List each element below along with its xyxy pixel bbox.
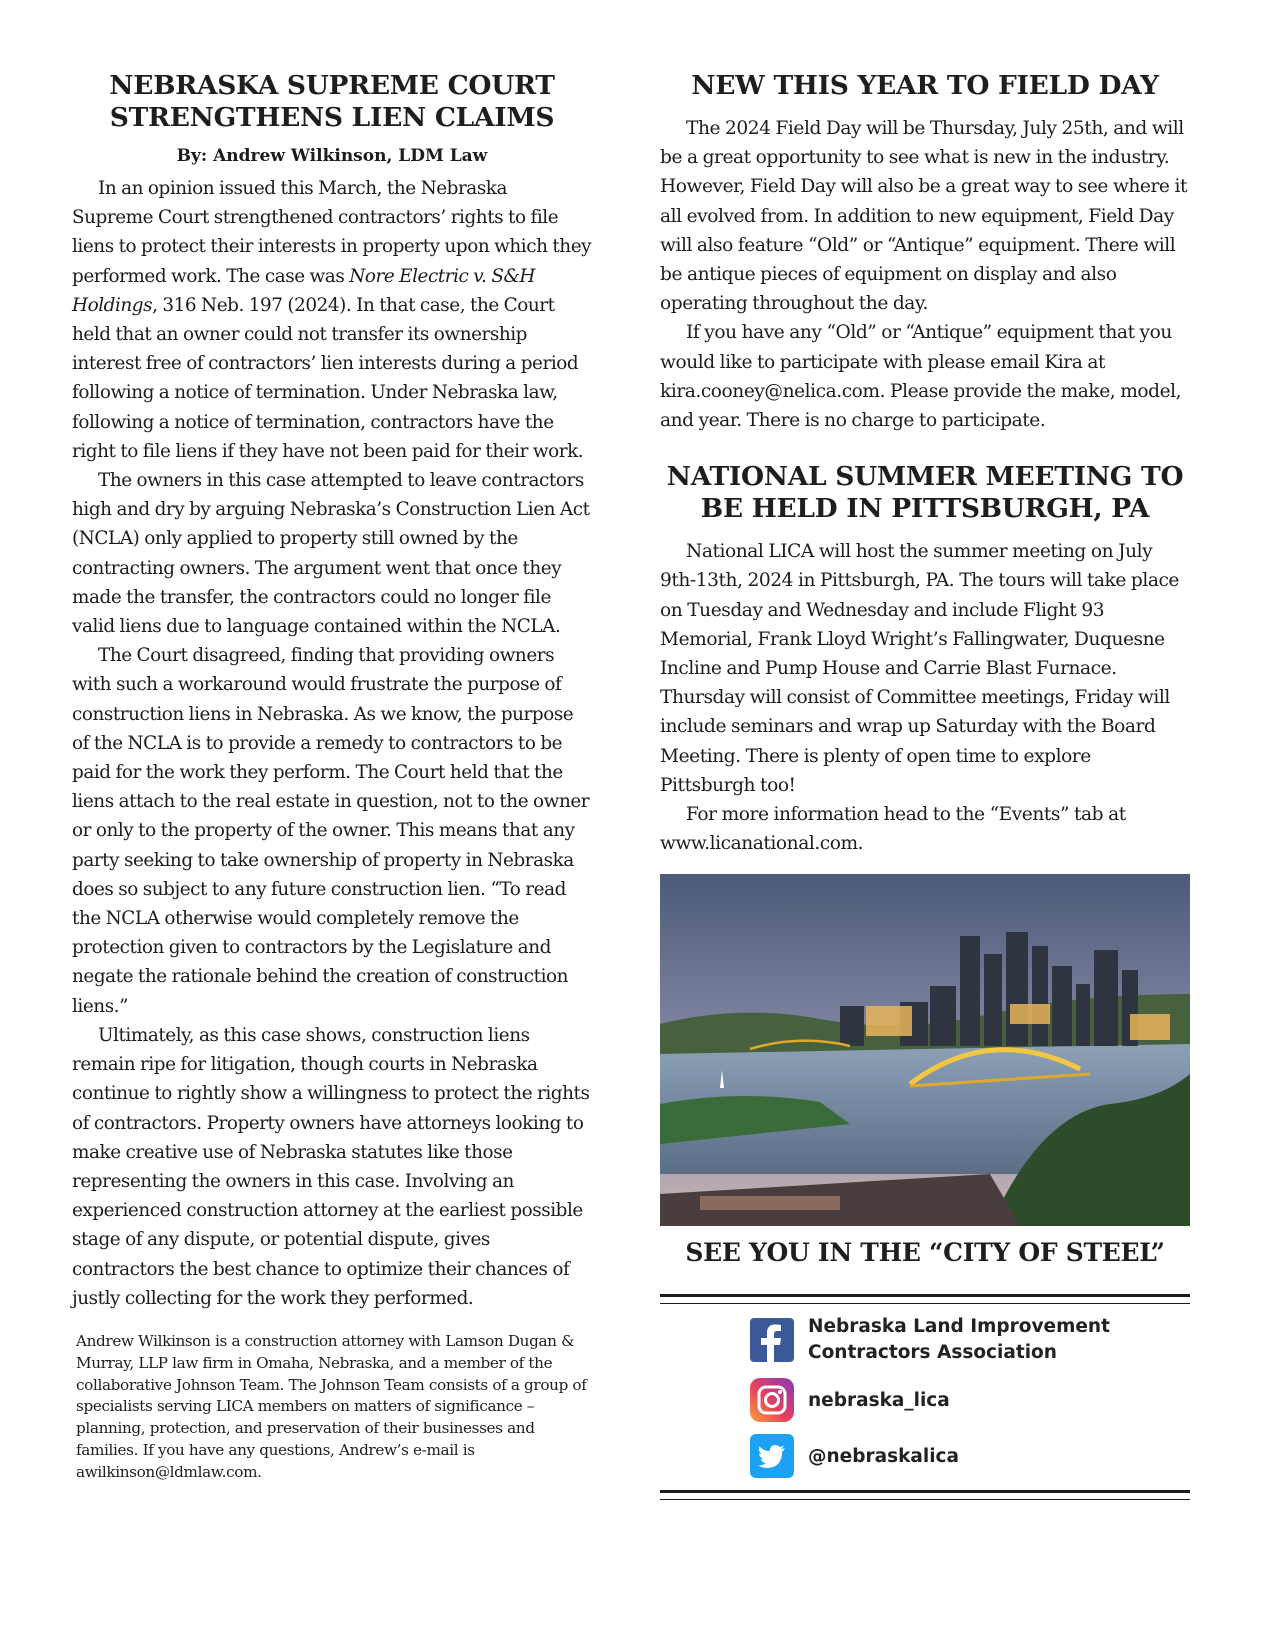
top-divider: [660, 1294, 1190, 1304]
article-paragraph: The owners in this case attempted to leave contractors high and dry by arguing Nebraska’s Construction Lien Act (NCLA) only applied to property still owned by the contracting owners. The argument went that once they made the transfer, the contractors could no longer file valid liens due to language contained within the NCLA.: [72, 470, 590, 638]
field-day-paragraph: If you have any “Old” or “Antique” equipment that you would like to participate with please email Kira at kira.cooney@nelica.com. Please provide the make, model, and year. There is no charge to participate.: [660, 322, 1182, 432]
instagram-icon: [750, 1378, 794, 1422]
field-day-title: NEW THIS YEAR TO FIELD DAY: [691, 70, 1159, 101]
author-bio: Andrew Wilkinson is a construction attorney with Lamson Dugan & Murray, LLP law firm in Omaha, Nebraska, and a member of the collaborative Johnson Team. The Johnson Team consists of a group of specialists serving LICA members on matters of significance – planning, protection, and preservation of their businesses and families. If you have any questions, Andrew’s e-mail is awilkinson@ldmlaw.com.: [76, 1331, 587, 1481]
lien-article: [72, 70, 592, 1484]
right-column: [660, 70, 1190, 1267]
case-name: Nore Electric v. S&H Holdings: [72, 265, 536, 316]
article-paragraph: The Court disagreed, finding that providing owners with such a workaround would frustrate the purpose of construction liens in Nebraska. As we know, the purpose of the NCLA is to provide a remedy to contractors to be paid for the work they perform. The Court held that the liens attach to the real estate in question, not to the owner or only to the property of the owner. This means that any party seeking to take ownership of property in Nebraska does so subject to any future construction lien. “To read the NCLA otherwise would completely remove the protection given to contractors by the Legislature and negate the rationale behind the creation of construction liens.”: [72, 645, 590, 1017]
twitter-icon: [750, 1434, 794, 1478]
facebook-name-line1: Nebraska Land Improvement: [808, 1316, 1110, 1337]
article-paragraph: Ultimately, as this case shows, construction liens remain ripe for litigation, though courts in Nebraska continue to rightly show a willingness to protect the rights of contractors. Property owners have attorneys looking to make creative use of Nebraska statutes like those representing the owners in this case. Involving an experienced construction attorney at the earliest possible stage of any dispute, or potential dispute, gives contractors the best chance to optimize their chances of justly collecting for the work they performed.: [72, 1024, 590, 1309]
meeting-paragraph: For more information head to the “Events” tab at www.licanational.com.: [660, 804, 1126, 855]
facebook-name-line2: Contractors Association: [808, 1342, 1057, 1363]
facebook-icon: [750, 1318, 794, 1362]
social-links: [750, 1314, 1110, 1478]
summer-meeting-title: NATIONAL SUMMER MEETING TO BE HELD IN PITTSBURGH, PA: [666, 461, 1184, 525]
twitter-handle: @nebraskalica: [808, 1445, 959, 1467]
byline: By: Andrew Wilkinson, LDM Law: [176, 146, 488, 166]
photo-caption: SEE YOU IN THE “CITY OF STEEL”: [685, 1238, 1165, 1268]
field-day-paragraph: The 2024 Field Day will be Thursday, July 25th, and will be a great opportunity to see what is new in the industry. However, Field Day will also be a great way to see where it all evolved from. In addition to new equipment, Field Day will also feature “Old” or “Antique” equipment. There will be antique pieces of equipment on display and also operating throughout the day.: [660, 118, 1187, 315]
facebook-link[interactable]: [750, 1314, 1110, 1366]
meeting-paragraph: National LICA will host the summer meeting on July 9th-13th, 2024 in Pittsburgh, PA. The tours will take place on Tuesday and Wednesday and include Flight 93 Memorial, Frank Lloyd Wright’s Fallingwater, Duquesne Incline and Pump House and Carrie Blast Furnace. Thursday will consist of Committee meetings, Friday will include seminars and wrap up Saturday with the Board Meeting. There is plenty of open time to explore Pittsburgh too!: [660, 541, 1179, 796]
instagram-handle: nebraska_lica: [808, 1389, 950, 1411]
pittsburgh-skyline-photo: [660, 874, 1190, 1226]
twitter-link[interactable]: [750, 1434, 1110, 1478]
article-title: NEBRASKA SUPREME COURT STRENGTHENS LIEN CLAIMS: [109, 70, 555, 133]
bottom-divider: [660, 1490, 1190, 1500]
article-paragraph: In an opinion issued this March, the Nebraska Supreme Court strengthened contractors’ rights to file liens to protect their interests in property upon which they performed work. The case was Nore Electric v. S&H Holdings, 316 Neb. 197 (2024). In that case, the Court held that an owner could not transfer its ownership interest free of contractors’ lien interests during a period following a notice of termination. Under Nebraska law, following a notice of termination, contractors have the right to file liens if they have not been paid for their work.: [72, 178, 592, 462]
instagram-link[interactable]: [750, 1378, 1110, 1422]
